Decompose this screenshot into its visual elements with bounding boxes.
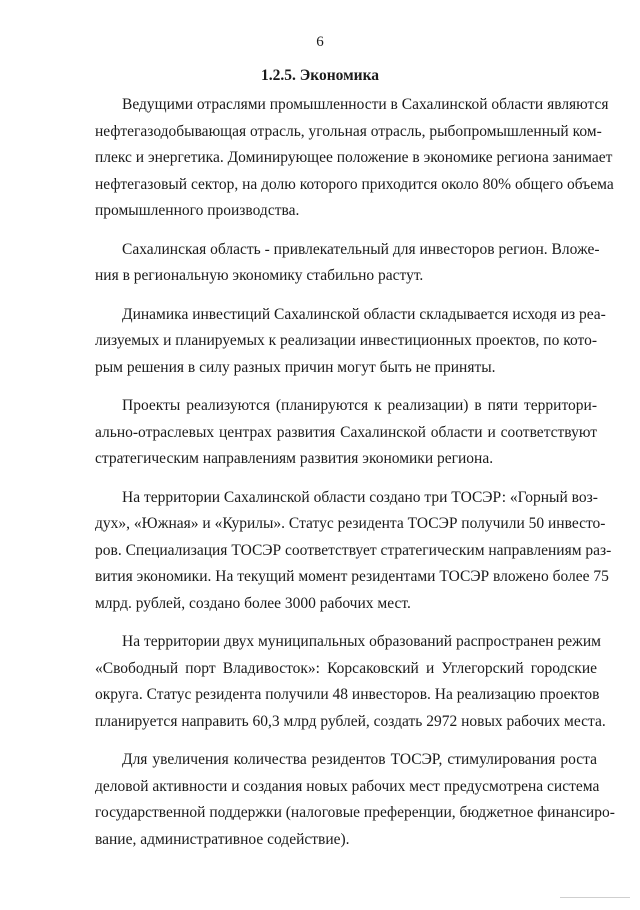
text-line: ния в региональную экономику стабильно растут. xyxy=(95,267,424,284)
text-line: На территории двух муниципальных образований распространен режим xyxy=(122,633,601,650)
text-line: ров. Специализация ТОСЭР соответствует стратегическим направлениям раз- xyxy=(95,541,612,559)
scan-artifact-line xyxy=(560,897,630,898)
text-line: На территории Сахалинской области создано три ТОСЭР: «Горный воз- xyxy=(122,488,598,506)
text-line: рым решения в силу разных причин могут быть не приняты. xyxy=(95,358,496,376)
text-line: Проекты реализуются (планируются к реализации) в пяти территори- xyxy=(122,397,597,414)
paragraph-5 xyxy=(95,485,612,618)
text-line: стратегическим направлениям развития экономики региона. xyxy=(95,450,494,467)
text-line: Сахалинская область - привлекательный для инвесторов регион. Вложе- xyxy=(122,240,600,258)
text-line: Для увеличения количества резидентов ТОСЭР, стимулирования роста xyxy=(122,751,597,768)
text-line: вития экономики. На текущий момент резидентами ТОСЭР вложено более 75 xyxy=(95,568,609,585)
text-line: ально-отраслевых центрах развития Сахалинской области и соответствуют xyxy=(95,423,597,441)
text-line: государственной поддержки (налоговые преференции, бюджетное финансиро- xyxy=(95,804,615,821)
paragraph-6 xyxy=(95,629,606,735)
text-line: плекс и энергетика. Доминирующее положение в экономике региона занимает xyxy=(95,149,613,166)
text-line: вание, административное содействие). xyxy=(95,830,350,848)
paragraph-2 xyxy=(95,237,600,290)
document-body xyxy=(95,92,615,865)
text-line: деловой активности и создания новых рабочих мест предусмотрена система xyxy=(95,777,600,795)
text-line: округа. Статус резидента получили 48 инвесторов. На реализацию проектов xyxy=(95,686,600,703)
paragraph-1 xyxy=(95,92,614,225)
section-title: 1.2.5. Экономика xyxy=(260,67,380,84)
text-line: планируется направить 60,3 млрд рублей, создать 2972 новых рабочих места. xyxy=(95,712,606,730)
text-line: Ведущими отраслями промышленности в Сахалинской области являются xyxy=(122,96,609,113)
page-number: 6 xyxy=(316,34,324,50)
text-line: лизуемых и планируемых к реализации инвестиционных проектов, по кото- xyxy=(95,332,597,349)
text-line: нефтегазодобывающая отрасль, угольная отрасль, рыбопромышленный ком- xyxy=(95,122,602,140)
text-line: промышленного производства. xyxy=(95,202,300,219)
paragraph-4 xyxy=(95,393,597,473)
text-line: нефтегазовый сектор, на долю которого приходится около 80% общего объема xyxy=(95,175,614,193)
paragraph-7 xyxy=(95,747,615,853)
text-line: Динамика инвестиций Сахалинской области складывается исходя из реа- xyxy=(122,305,606,323)
text-line: млрд. рублей, создано более 3000 рабочих мест. xyxy=(95,594,411,612)
paragraph-3 xyxy=(95,302,606,382)
text-line: дух», «Южная» и «Курилы». Статус резидента ТОСЭР получили 50 инвесто- xyxy=(95,515,606,532)
text-line: «Свободный порт Владивосток»: Корсаковский и Углегорский городские xyxy=(95,659,597,677)
